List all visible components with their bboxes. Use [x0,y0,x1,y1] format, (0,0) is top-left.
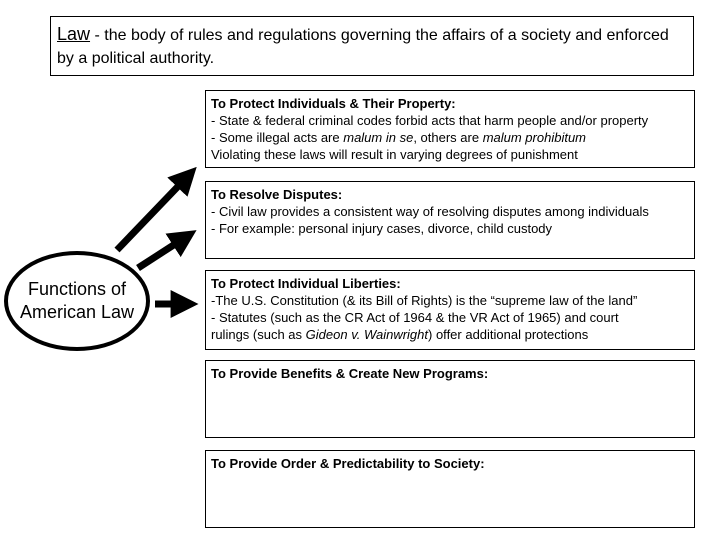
functions-of-american-law-oval [4,251,150,351]
function-line: - State & federal criminal codes forbid acts that harm people and/or property [211,113,649,128]
function-line: Violating these laws will result in varying degrees of punishment [211,147,578,162]
function-line: - Statutes (such as the CR Act of 1964 & the VR Act of 1965) and court [211,310,619,325]
function-title: To Provide Benefits & Create New Programs: [211,366,489,381]
function-line: - For example: personal injury cases, divorce, child custody [211,221,553,236]
function-line: rulings (such as Gideon v. Wainwright) offer additional protections [211,327,589,342]
law-term: Law [57,24,91,44]
function-box-provide-order [205,450,695,528]
function-line: - Civil law provides a consistent way of resolving disputes among individuals [211,204,649,219]
function-title: To Protect Individual Liberties: [211,276,401,291]
arrow-to-resolve-disputes [138,237,186,268]
function-title: To Provide Order & Predictability to Society: [211,456,485,471]
function-title: To Resolve Disputes: [211,187,343,202]
function-line: - Some illegal acts are malum in se, others are malum prohibitum [211,130,587,145]
center-line-2: American Law [19,302,135,322]
function-box-protect-liberties [205,270,695,350]
function-box-resolve-disputes [205,181,695,259]
function-line: -The U.S. Constitution (& its Bill of Rights) is the “supreme law of the land” [211,293,638,308]
function-title: To Protect Individuals & Their Property: [211,96,456,111]
function-box-provide-benefits [205,360,695,438]
law-definition-text: - the body of rules and regulations governing the affairs of a society and enforced by a political authority. [57,27,669,67]
function-box-protect-property [205,90,695,168]
center-line-1: Functions of [27,279,127,299]
